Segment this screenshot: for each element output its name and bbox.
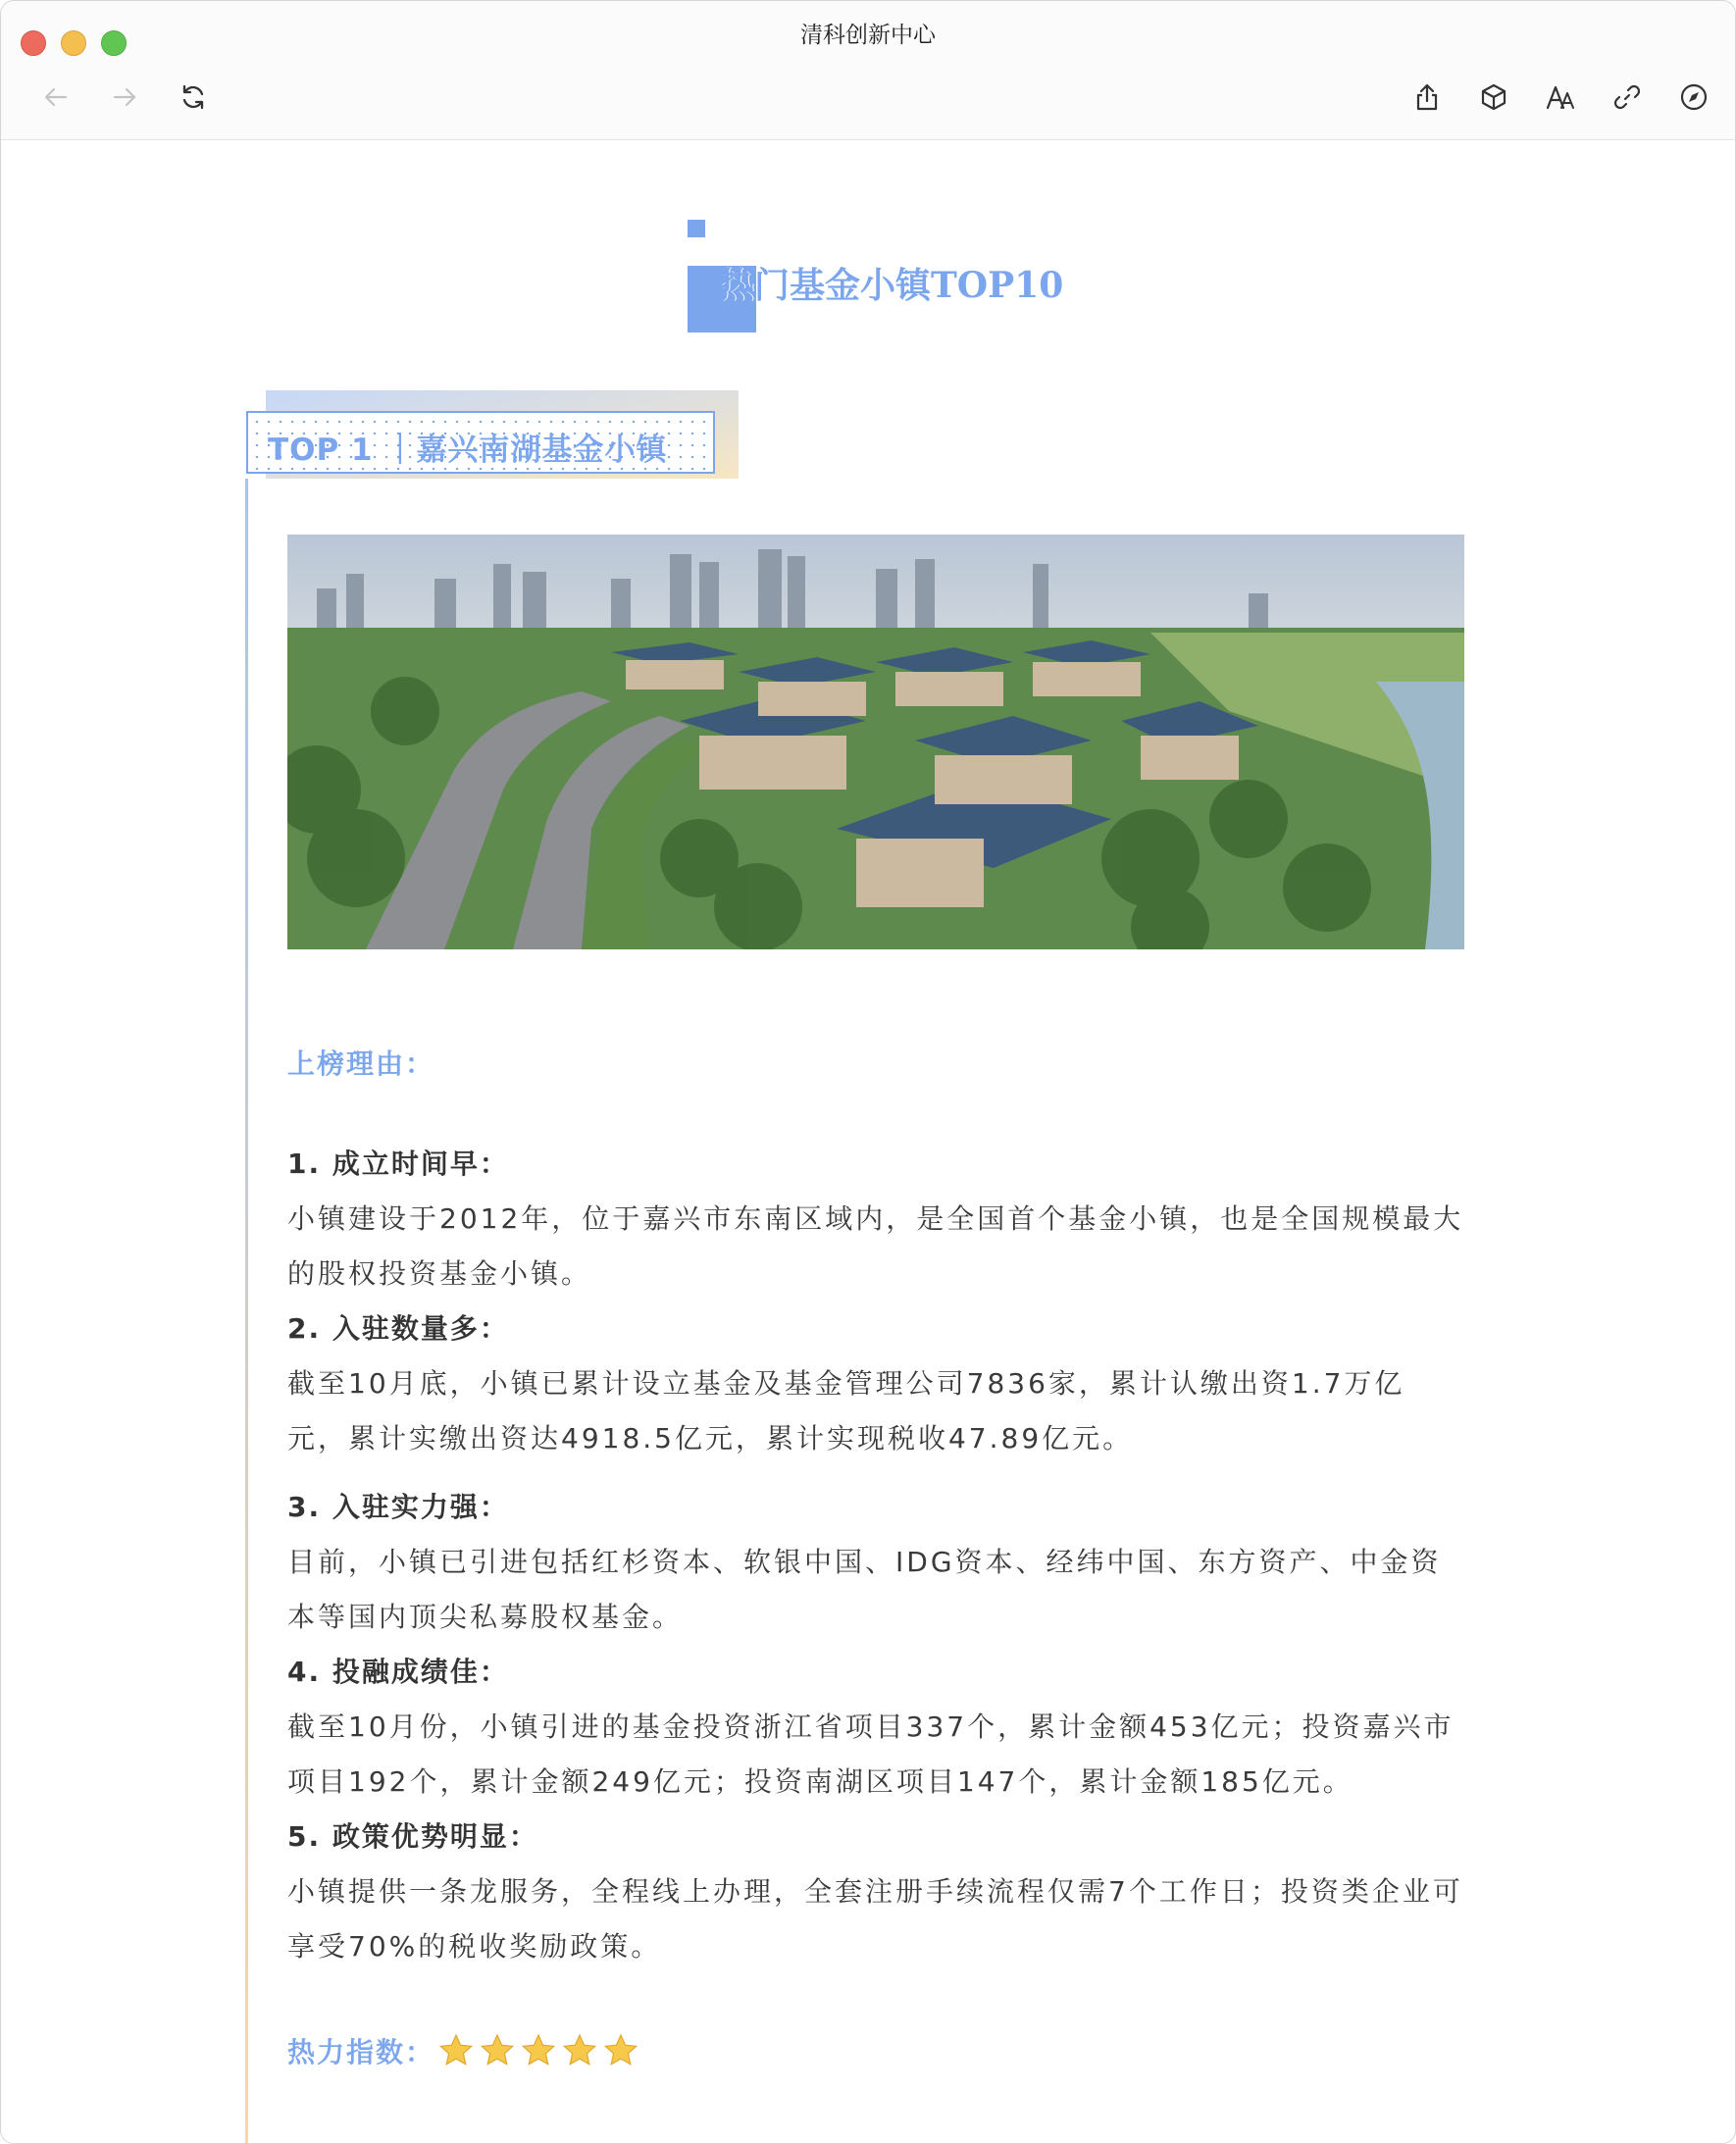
reason-title: 上榜理由： bbox=[287, 1047, 435, 1080]
reason-heading: 3. 入驻实力强： bbox=[287, 1491, 509, 1523]
toolbar-actions bbox=[1411, 81, 1710, 113]
reason-heading: 2. 入驻数量多： bbox=[287, 1312, 509, 1345]
link-button[interactable] bbox=[1611, 81, 1643, 113]
reason-body: 截至10月份，小镇引进的基金投资浙江省项目337个，累计金额453亿元；投资嘉兴市项目192个，累计金额249亿元；投资南湖区项目147个，累计金额185亿元。 bbox=[287, 1710, 1455, 1798]
title-bar bbox=[1, 1, 1735, 140]
reload-icon bbox=[178, 81, 209, 113]
font-size-icon bbox=[1545, 81, 1576, 113]
compass-button[interactable] bbox=[1678, 81, 1710, 113]
reason-heading: 1. 成立时间早： bbox=[287, 1148, 509, 1180]
reload-button[interactable] bbox=[178, 81, 209, 113]
link-icon bbox=[1611, 81, 1643, 113]
page-title: 热门基金小镇TOP10 bbox=[719, 265, 1064, 306]
heat-index-label: 热力指数： bbox=[287, 2036, 435, 2068]
title-decoration bbox=[688, 220, 705, 237]
back-button[interactable] bbox=[40, 81, 72, 113]
fund-town-aerial-photo bbox=[287, 535, 1464, 949]
reason-heading: 4. 投融成绩佳： bbox=[287, 1656, 509, 1688]
reason-list bbox=[287, 1137, 1464, 1974]
reason-body: 小镇提供一条龙服务，全程线上办理，全套注册手续流程仅需7个工作日；投资类企业可享受70%的税收奖励政策。 bbox=[287, 1875, 1463, 1963]
section-heading-text: TOP 1 ｜嘉兴南湖基金小镇 bbox=[268, 433, 668, 468]
star-icon bbox=[438, 2033, 474, 2068]
reason-body: 截至10月底，小镇已累计设立基金及基金管理公司7836家，累计认缴出资1.7万亿元，累计实缴出资达4918.5亿元，累计实现税收47.89亿元。 bbox=[287, 1367, 1405, 1455]
star-icon bbox=[521, 2033, 556, 2068]
cube-icon bbox=[1478, 81, 1509, 113]
heat-rating-stars bbox=[438, 2033, 638, 2068]
reason-heading: 5. 政策优势明显： bbox=[287, 1820, 538, 1853]
back-arrow-icon bbox=[40, 81, 72, 113]
article-content bbox=[1, 140, 1735, 2144]
star-icon bbox=[562, 2033, 597, 2068]
nav-controls bbox=[40, 81, 209, 113]
forward-arrow-icon bbox=[109, 81, 140, 113]
section-heading bbox=[246, 411, 715, 474]
forward-button[interactable] bbox=[109, 81, 140, 113]
star-icon bbox=[480, 2033, 515, 2068]
heat-index bbox=[287, 2031, 638, 2070]
font-size-button[interactable] bbox=[1545, 81, 1576, 113]
share-button[interactable] bbox=[1411, 81, 1443, 113]
compass-icon bbox=[1678, 81, 1710, 113]
window-title: 清科创新中心 bbox=[800, 23, 936, 48]
reason-body: 小镇建设于2012年，位于嘉兴市东南区域内，是全国首个基金小镇，也是全国规模最大的股权投资基金小镇。 bbox=[287, 1202, 1464, 1290]
cube-button[interactable] bbox=[1478, 81, 1509, 113]
section-divider-line bbox=[245, 479, 248, 2144]
reason-body: 目前，小镇已引进包括红杉资本、软银中国、IDG资本、经纬中国、东方资产、中金资本等国内顶尖私募股权基金。 bbox=[287, 1546, 1442, 1633]
star-icon bbox=[603, 2033, 638, 2068]
main-title-block bbox=[688, 179, 1099, 306]
share-icon bbox=[1411, 81, 1443, 113]
